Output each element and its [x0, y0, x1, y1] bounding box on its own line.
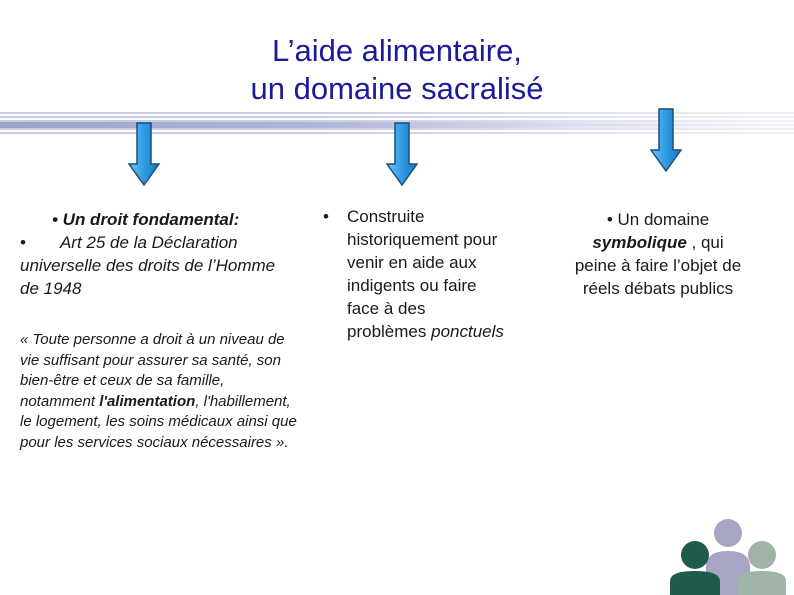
column3-emphasis: symbolique	[592, 233, 687, 252]
title-line-1: L’aide alimentaire,	[272, 33, 522, 68]
column-domaine-symbolique	[570, 208, 746, 300]
column2-text	[323, 205, 508, 343]
arrow-down-icon	[128, 122, 160, 186]
quote-text-end: , l'habillement, le logement, les soins médicaux ainsi que pour les services sociaux nécessaires ».	[20, 392, 297, 451]
arrow-down-icon	[386, 122, 418, 186]
quote-emphasis: l'alimentation	[99, 392, 196, 410]
column-construite	[323, 205, 508, 343]
column2-main-text: Construite historiquement pour venir en aide aux indigents ou faire face à des problèmes	[347, 207, 498, 341]
arrow-down-icon	[650, 108, 682, 172]
column3-suffix: , qui peine à faire l’objet de réels débats publics	[574, 233, 742, 298]
column1-article	[20, 231, 298, 300]
column1-quote	[20, 330, 298, 453]
title-line-2: un domaine sacralisé	[250, 71, 544, 106]
people-group-icon	[664, 515, 794, 595]
bullet: •	[323, 207, 329, 226]
bullet: •	[20, 233, 26, 252]
column3-prefix: • Un domaine	[606, 210, 710, 229]
column2-emphasis: ponctuels	[431, 322, 504, 341]
column1-article-text: Art 25 de la Déclaration universelle des droits de l’Homme de 1948	[20, 233, 276, 298]
column1-heading: • Un droit fondamental:	[52, 210, 240, 229]
slide-title	[150, 32, 644, 108]
quote-text: « Toute personne a droit à un niveau de vie suffisant pour assurer sa santé, son bien-être et ceux de sa famille, notamment	[20, 331, 285, 410]
column-droit-fondamental	[20, 208, 298, 453]
